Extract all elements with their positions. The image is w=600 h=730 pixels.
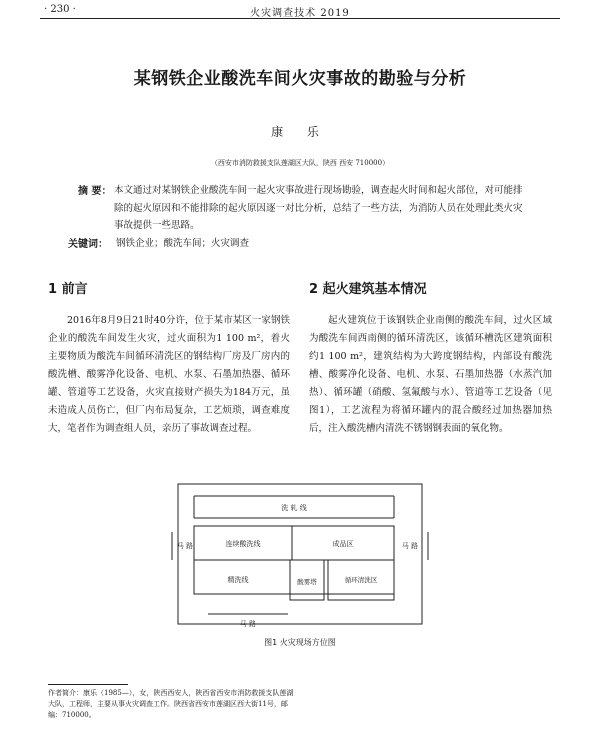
section-2-heading: 2 起火建筑基本情况	[309, 282, 427, 297]
section-1-paragraph: 2016年8月9日21时40分许，位于某市某区一家钢铁企业的酸洗车间发生火灾，过火面积为1 100 m²，着火主要物质为酸洗车间循环清洗区的钢结构厂房及厂房内的酸洗槽、酸雾净化设备、电机、水泵、石墨加热器、循环罐、管道等工艺设备，火灾直接财产损失为184万元，虽未造成人员伤亡，但厂内布局复杂，工艺烦琐，调查难度大，笔者作为调查组人员，亲历了事故调查过程。	[48, 315, 290, 434]
label-east-road: 马 路	[401, 542, 419, 550]
page-number: · 230 ·	[44, 4, 76, 15]
header-rule	[40, 18, 560, 19]
label-top-area: 洗 轧 线	[281, 504, 307, 512]
section-1-heading: 1 前言	[48, 282, 88, 297]
abstract-text: 本文通过对某钢铁企业酸洗车间一起火灾事故进行现场勘验，调查起火时间和起火部位，对可能排除的起火原因和不能排除的起火原因逐一对比分析，总结了一些方法，为消防人员在处理此类火灾事故提供一些思路。	[114, 185, 523, 231]
label-zone-a: 连续酸洗线	[225, 540, 261, 548]
author-footnote: 作者简介：康乐（1985—），女，陕西西安人，陕西省西安市消防救援支队莲湖大队，工程师，主要从事火灾调查工作。陕西省西安市莲湖区西大街11号，邮编：710000。	[48, 689, 294, 719]
figure-caption: 图1 火灾现场方位图	[264, 638, 336, 647]
keywords-text: 钢铁企业；酸洗车间；火灾调查	[116, 238, 250, 249]
keywords-label: 关键词：	[68, 239, 108, 250]
abstract-label: 摘 要：	[78, 186, 112, 197]
label-south-road: 马 路	[239, 620, 257, 628]
label-zone-d: 酸雾塔	[297, 578, 317, 586]
author: 康 乐	[271, 125, 329, 139]
label-west-road: 马 路	[176, 542, 194, 550]
label-zone-c: 精洗线	[227, 576, 249, 584]
label-zone-b: 成品区	[332, 540, 354, 548]
site-plan-figure	[168, 476, 432, 634]
affiliation: （西安市消防救援支队莲湖区大队，陕西 西安 710000）	[210, 159, 390, 167]
section-2-paragraph: 起火建筑位于该钢铁企业南侧的酸洗车间，过火区域为酸洗车间西南侧的循环清洗区，该循环槽洗区建筑面积约1 100 m²，建筑结构为大跨度钢结构，内部设有酸洗槽、酸雾净化设备、电机、水泵、石墨加热器（水蒸汽加热）、循环罐（硝酸、氢氟酸与水）、管道等工艺设备（见图1），工艺流程为将循环罐内的混合酸经过加热器加热后，注入酸洗槽内清洗不锈钢钢表面的氧化物。	[309, 315, 552, 434]
footnote-rule	[48, 684, 128, 685]
journal-header: 火灾调查技术 2019	[250, 8, 350, 19]
label-zone-e: 循环清洗区	[344, 576, 378, 584]
article-title: 某钢铁企业酸洗车间火灾事故的勘验与分析	[133, 69, 467, 89]
